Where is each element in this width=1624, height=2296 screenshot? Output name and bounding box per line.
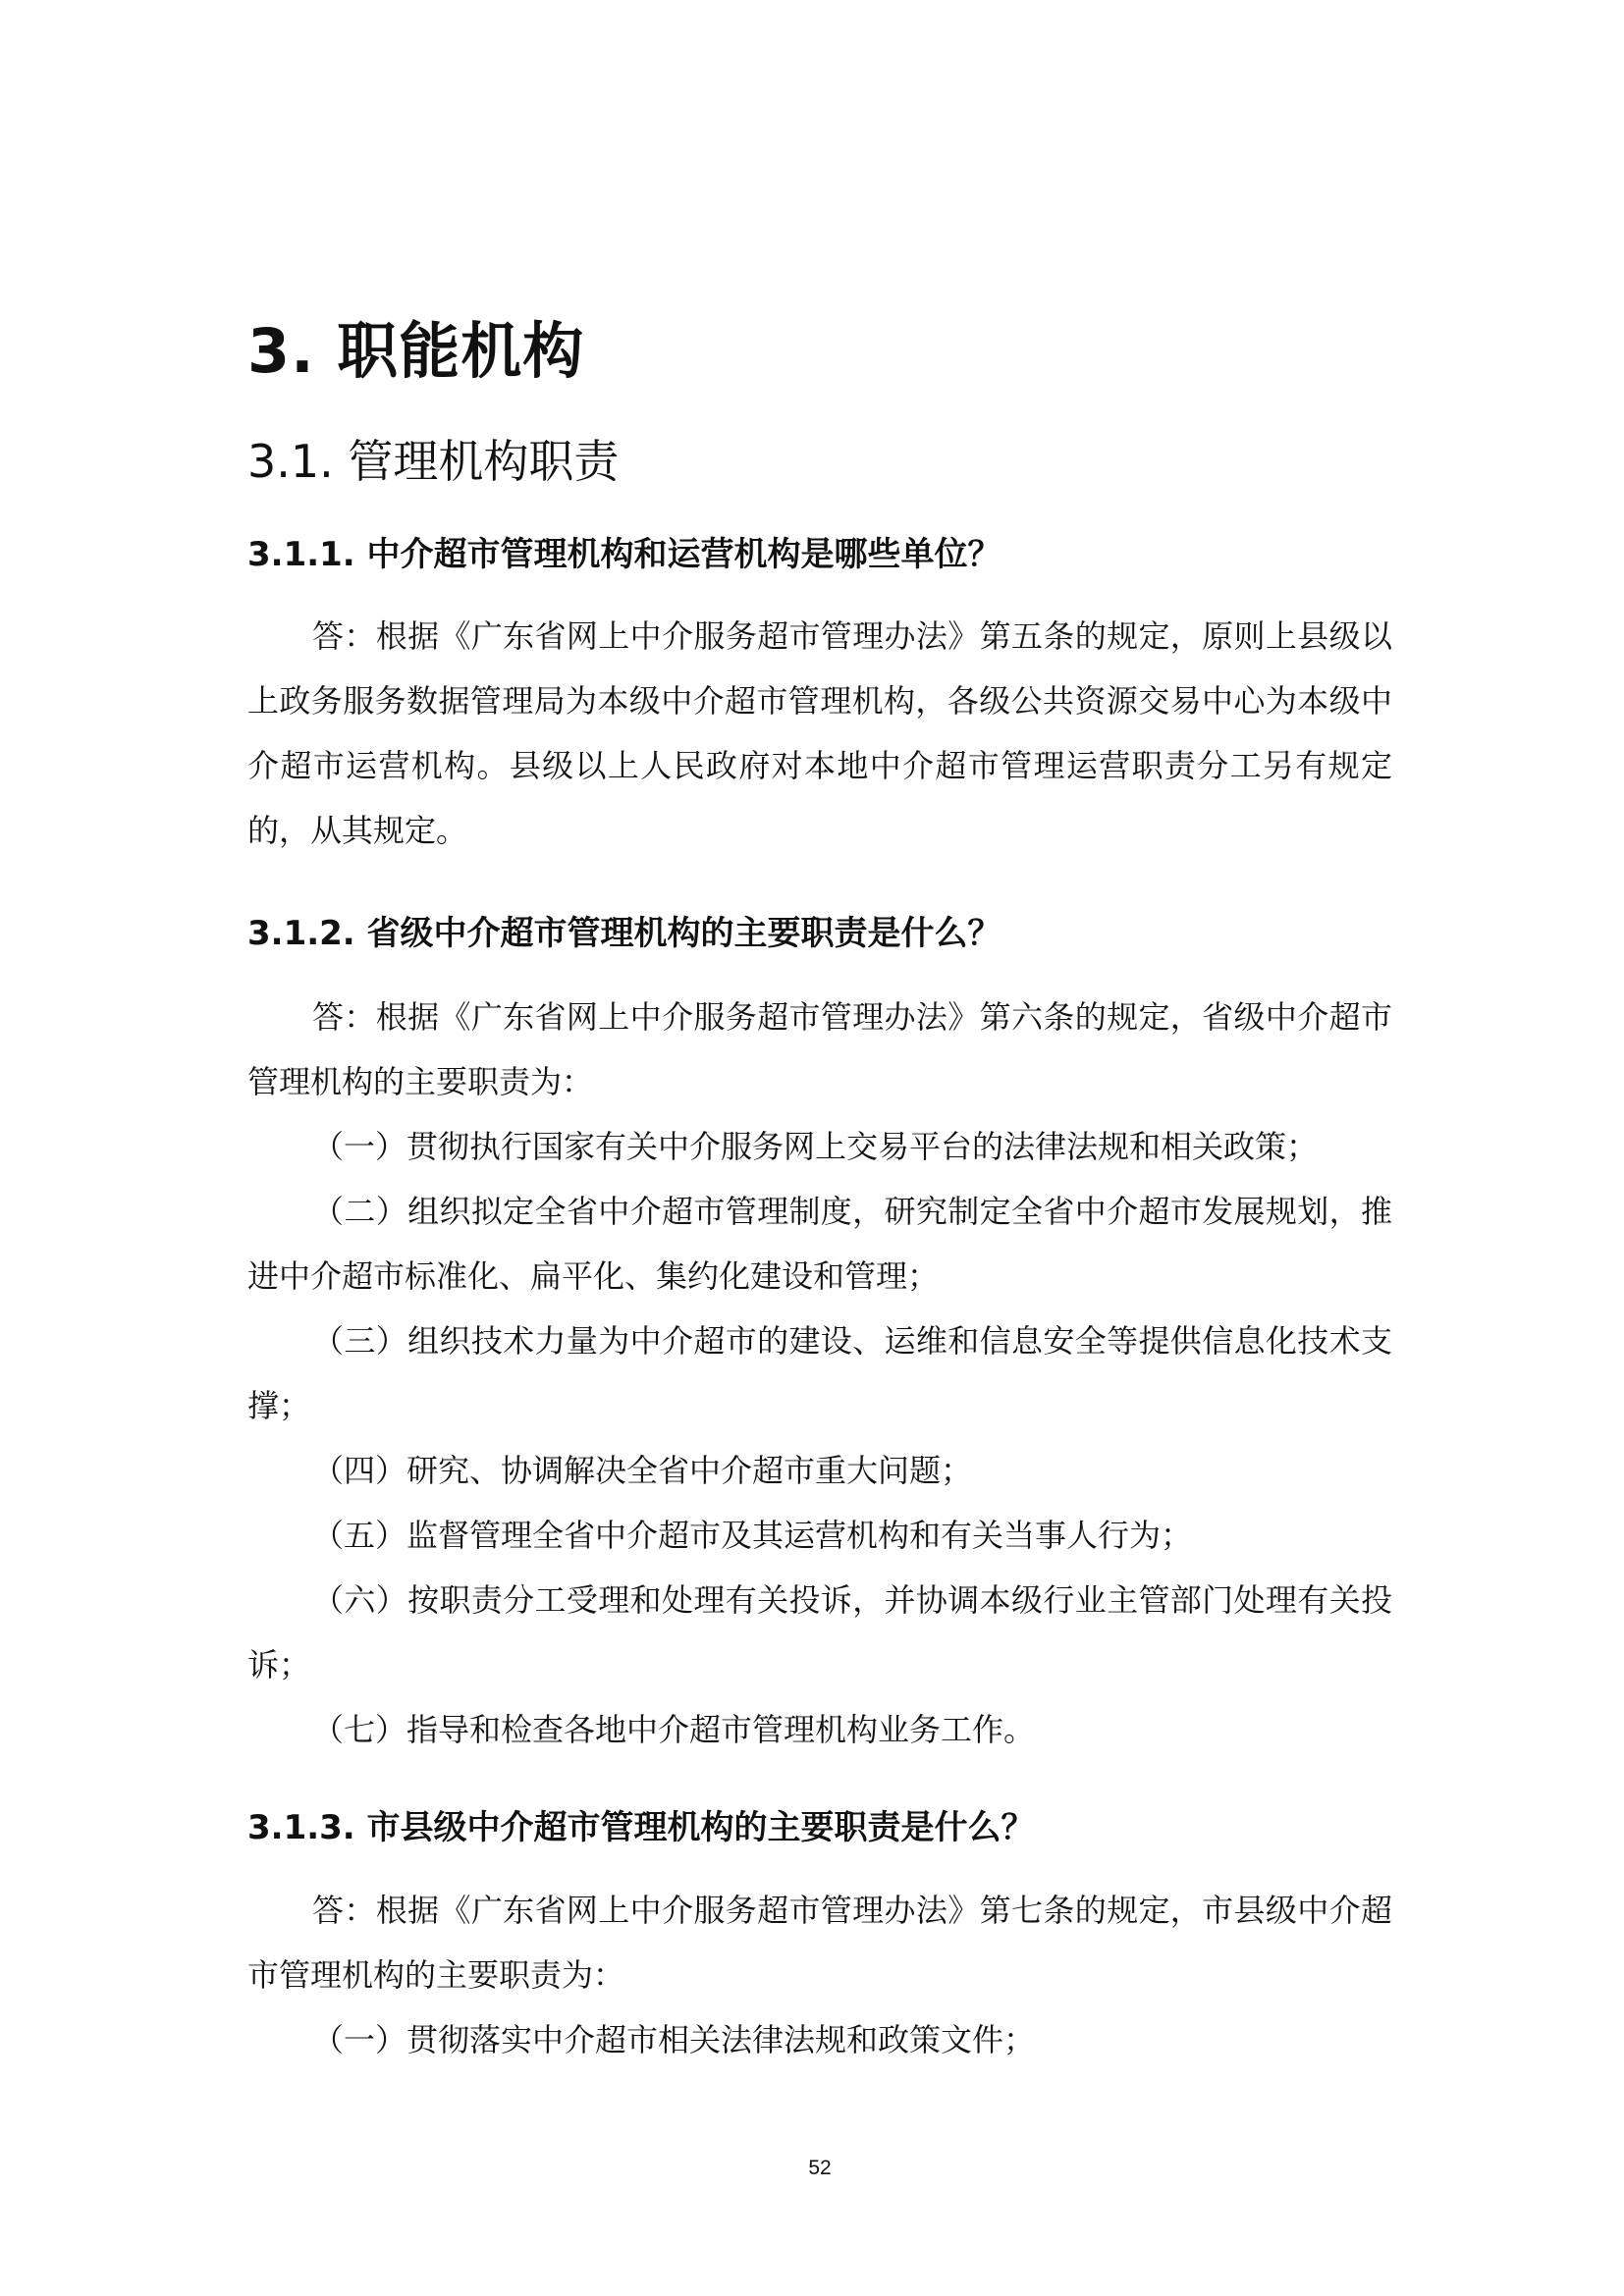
paragraph: 答：根据《广东省网上中介服务超市管理办法》第五条的规定，原则上县级以上政务服务数据管理局为本级中介超市管理机构，各级公共资源交易中心为本级中介超市运营机构。县级以上人民政府对本地中介超市管理运营职责分工另有规定的，从其规定。	[247, 617, 1392, 849]
document-page	[247, 0, 1392, 2296]
page-number: 52	[808, 2157, 832, 2179]
subsection-heading-3-1-1: 3.1.1. 中介超市管理机构和运营机构是哪些单位？	[247, 535, 1001, 574]
paragraph: 答：根据《广东省网上中介服务超市管理办法》第七条的规定，市县级中介超市管理机构的主要职责为：	[247, 1892, 1392, 1994]
section-title: 3.1. 管理机构职责	[247, 435, 620, 488]
subsection-heading-3-1-2: 3.1.2. 省级中介超市管理机构的主要职责是什么？	[247, 914, 1001, 953]
list-item: （七）指导和检查各地中介超市管理机构业务工作。	[312, 1711, 1036, 1748]
paragraph: 答：根据《广东省网上中介服务超市管理办法》第六条的规定，省级中介超市管理机构的主要职责为：	[247, 998, 1392, 1100]
chapter-title: 3. 职能机构	[247, 315, 585, 387]
list-item: （五）监督管理全省中介超市及其运营机构和有关当事人行为；	[312, 1517, 1193, 1554]
list-item: （四）研究、协调解决全省中介超市重大问题；	[312, 1452, 973, 1489]
list-item: （一）贯彻执行国家有关中介服务网上交易平台的法律法规和相关政策；	[312, 1128, 1319, 1165]
list-item: （三）组织技术力量为中介超市的建设、运维和信息安全等提供信息化技术支撑；	[247, 1322, 1392, 1424]
subsection-heading-3-1-3: 3.1.3. 市县级中介超市管理机构的主要职责是什么？	[247, 1808, 1035, 1847]
list-item: （一）贯彻落实中介超市相关法律法规和政策文件；	[312, 2021, 1036, 2058]
list-item: （二）组织拟定全省中介超市管理制度，研究制定全省中介超市发展规划，推进中介超市标准化、扁平化、集约化建设和管理；	[247, 1193, 1392, 1295]
list-item: （六）按职责分工受理和处理有关投诉，并协调本级行业主管部门处理有关投诉；	[247, 1581, 1392, 1683]
